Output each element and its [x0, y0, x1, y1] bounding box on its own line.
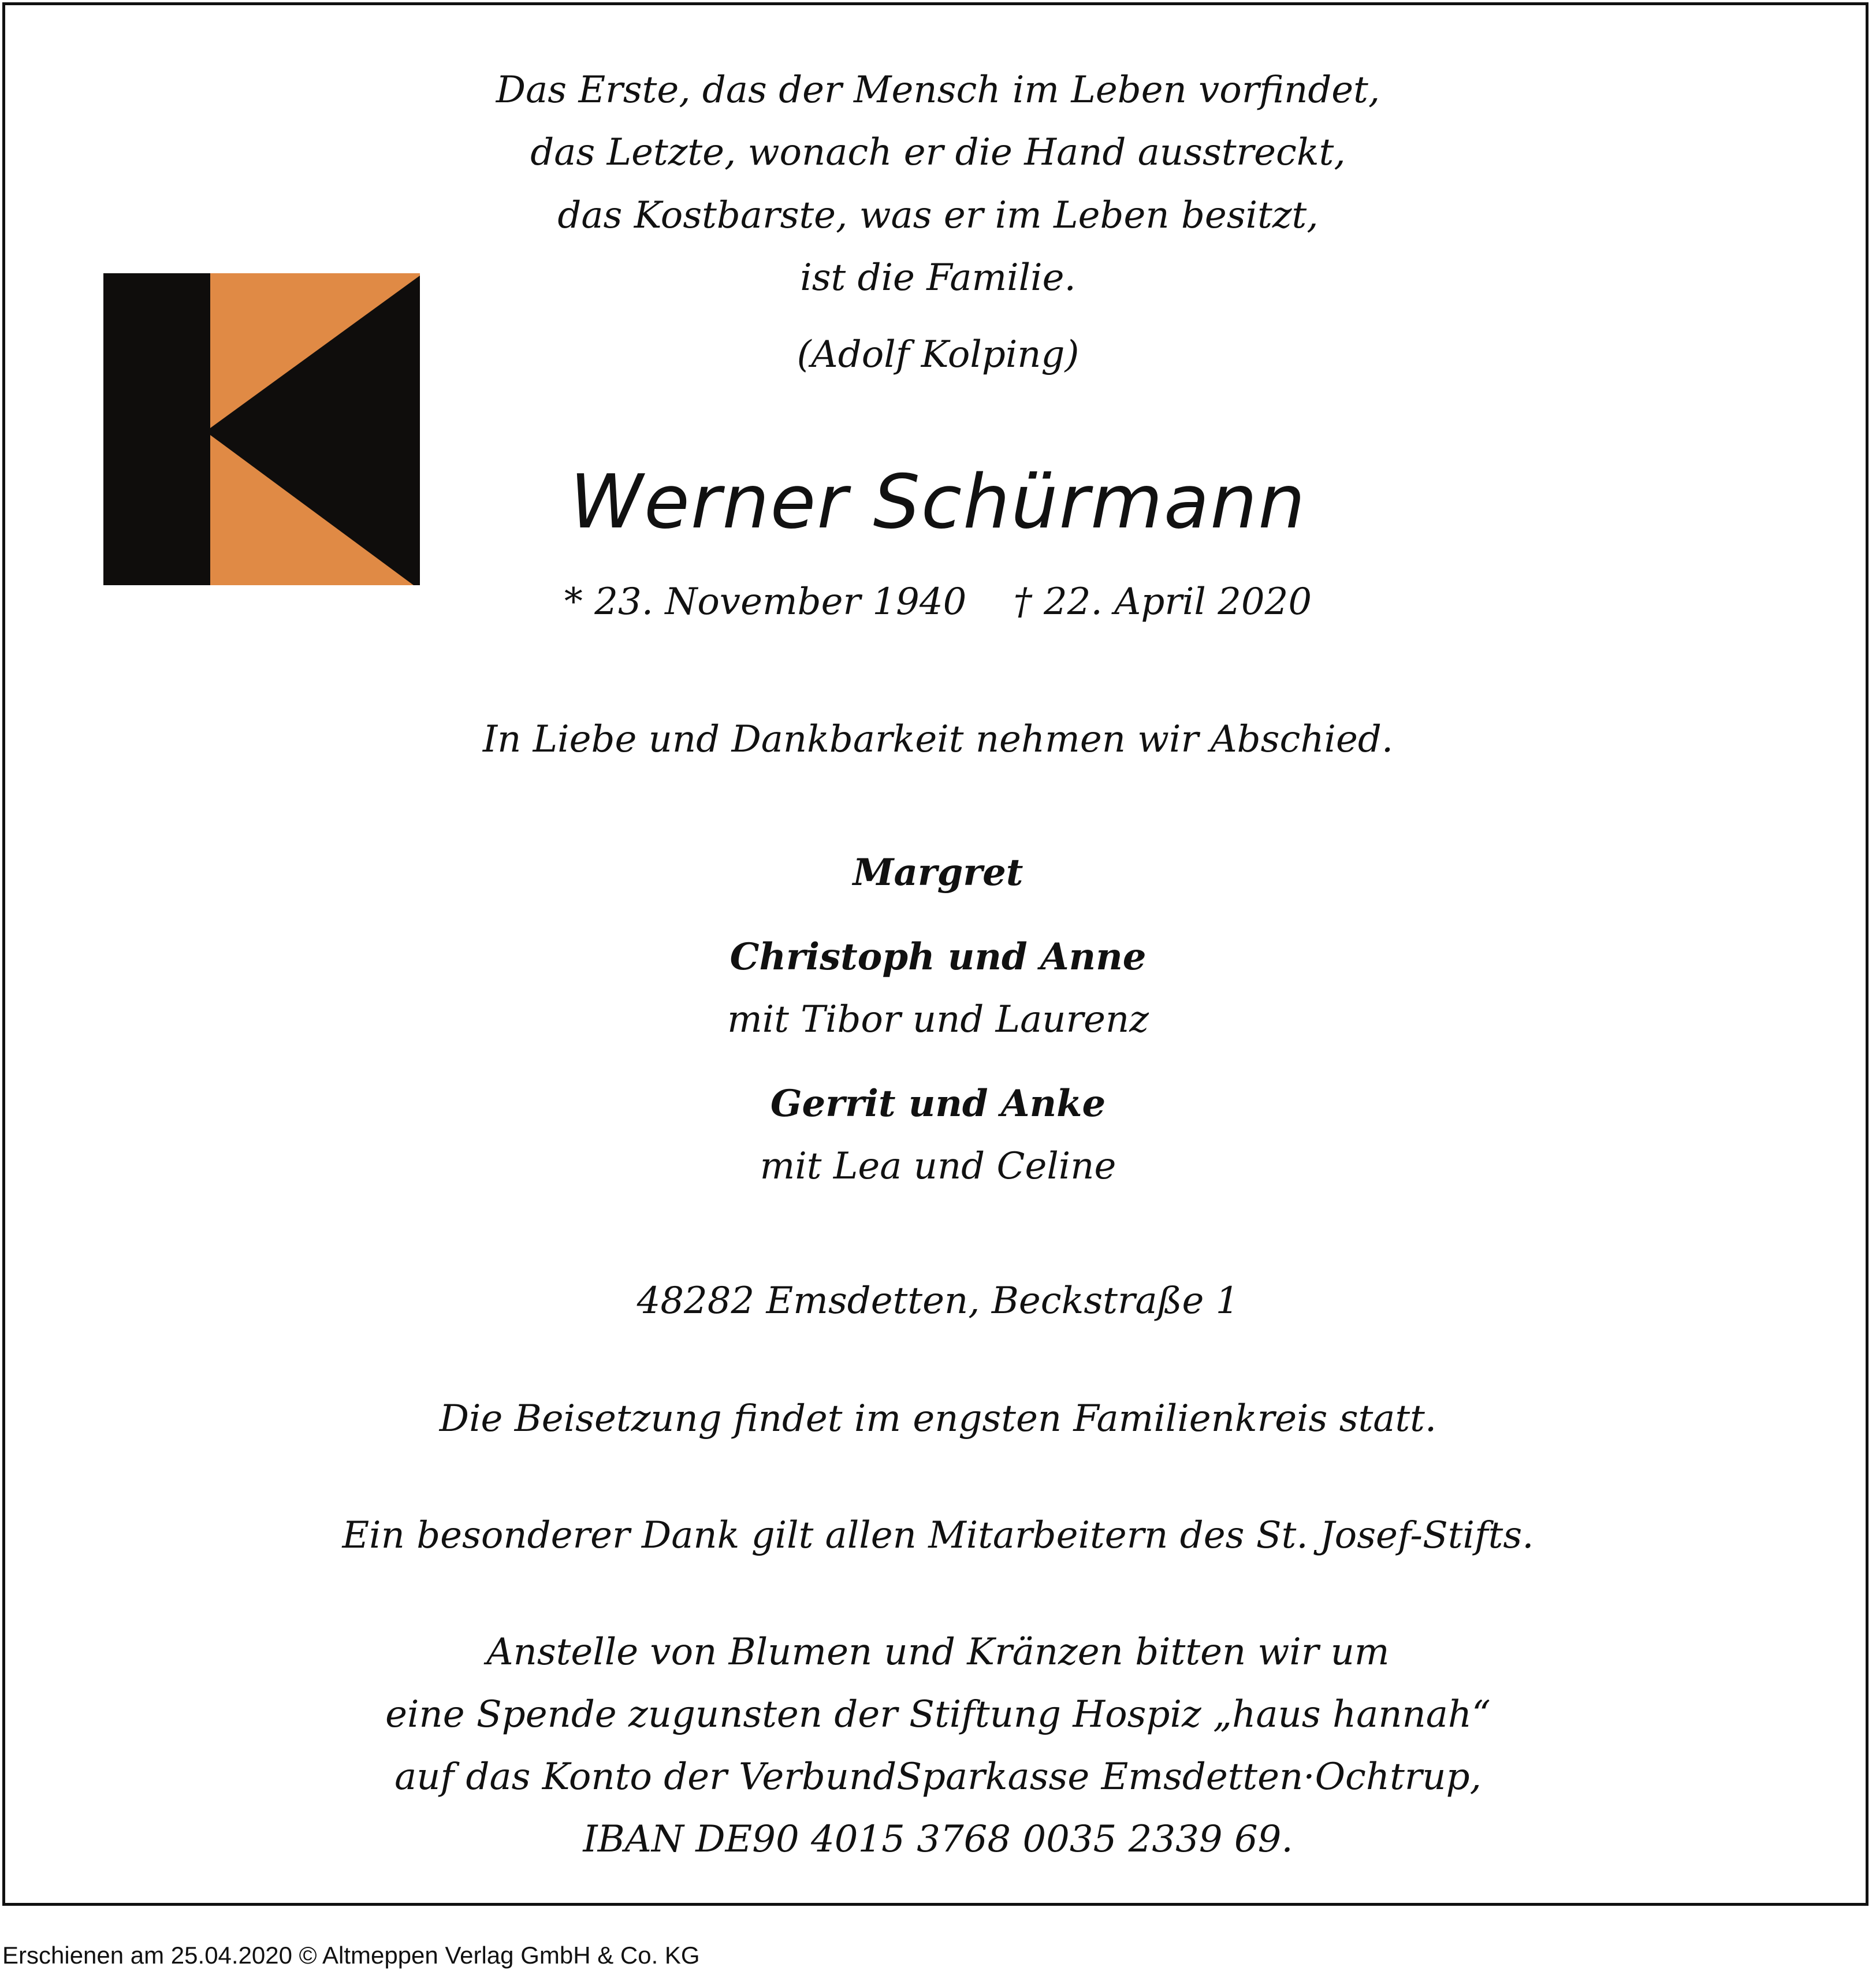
quote-line-4: ist die Familie.: [800, 256, 1076, 299]
burial-note: Die Beisetzung findet im engsten Familienkreis statt.: [439, 1397, 1437, 1440]
farewell-text: In Liebe und Dankbarkeit nehmen wir Abschied.: [482, 718, 1394, 761]
quote-line-3: das Kostbarste, was er im Leben besitzt,: [557, 194, 1319, 237]
thanks-note: Ein besonderer Dank gilt allen Mitarbeitern des St. Josef-Stifts.: [342, 1514, 1534, 1557]
donation-line-1: Anstelle von Blumen und Kränzen bitten wir um: [486, 1631, 1390, 1674]
quote-author: (Adolf Kolping): [796, 333, 1080, 376]
deceased-name: Werner Schürmann: [570, 459, 1306, 545]
mourner-with-2: mit Tibor und Laurenz: [727, 998, 1149, 1041]
donation-line-3: auf das Konto der VerbundSparkasse Emsdetten·Ochtrup,: [394, 1756, 1482, 1798]
publication-footer: Erschienen am 25.04.2020 © Altmeppen Verlag GmbH & Co. KG: [2, 1942, 700, 1969]
mourner-name-2: Christoph und Anne: [729, 935, 1147, 979]
life-dates: * 23. November 1940 † 22. April 2020: [564, 581, 1312, 623]
mourner-with-3: mit Lea und Celine: [760, 1145, 1116, 1188]
donation-line-2: eine Spende zugunsten der Stiftung Hospiz „haus hannah“: [385, 1693, 1491, 1736]
mourner-name-1: Margret: [853, 851, 1023, 894]
quote-line-2: das Letzte, wonach er die Hand ausstreckt,: [530, 131, 1346, 174]
address: 48282 Emsdetten, Beckstraße 1: [636, 1280, 1240, 1322]
donation-line-4: IBAN DE90 4015 3768 0035 2339 69.: [583, 1818, 1293, 1861]
quote-line-1: Das Erste, das der Mensch im Leben vorfindet,: [496, 69, 1380, 111]
mourner-name-3: Gerrit und Anke: [770, 1082, 1106, 1125]
